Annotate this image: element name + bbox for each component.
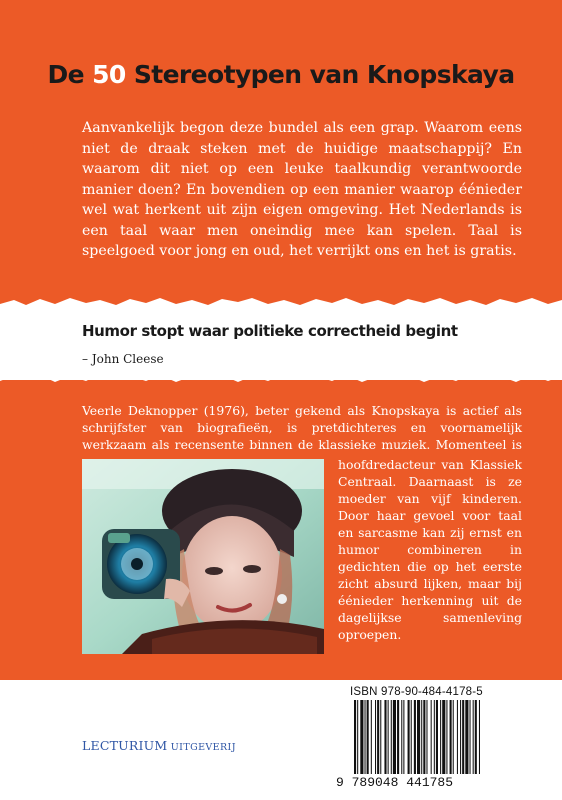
author-portrait-photo: [82, 459, 324, 654]
isbn-barcode: [340, 700, 522, 776]
author-bio-side: hoofdredacteur van Klassiek Centraal. Daarnaast is ze moeder van vijf kinderen. Door haar gevoel voor taal en sarcasme kan zij ernst en humor combineren in gedichten die op het eerste zicht absurd lijken, maar bij éénieder herkenning uit de dagelijkse samenleving oproepen.: [338, 457, 522, 642]
publisher-logo: [82, 738, 236, 753]
title-suffix: Stereotypen van Knopskaya: [125, 60, 515, 89]
publisher-name: LECTURIUM: [82, 738, 168, 753]
publisher-suffix: UITGEVERIJ: [167, 742, 236, 753]
author-bio-top: Veerle Deknopper (1976), beter gekend als Knopskaya is actief als schrijfster van biografieën, is pretdichteres en voornamelijk werkzaam als recensente binnen de klassieke muziek. Momenteel is: [82, 403, 522, 452]
intro-paragraph: Aanvankelijk begon deze bundel als een grap. Waarom eens niet de draak steken met de huidige maatschappij? En waarom dit niet op een leuke taalkundig verantwoorde manier doen? En bovendien op een manier waarop éénieder wel wat herkent uit zijn eigen omgeving. Het Nederlands is een taal waar men oneindig mee kan spelen. Taal is speelgoed voor jong en oud, het verrijkt ons en het is gratis.: [82, 120, 522, 259]
isbn-digits: 9 789048 441785: [336, 775, 454, 790]
torn-paper-strip: [0, 290, 562, 390]
quote-text: Humor stopt waar politieke correctheid begint: [82, 322, 458, 340]
book-title: [0, 60, 562, 89]
title-number: 50: [92, 60, 126, 89]
quote-author: – John Cleese: [82, 352, 164, 366]
isbn-label: ISBN 978-90-484-4178-5: [350, 686, 483, 698]
title-prefix: De: [47, 60, 93, 89]
